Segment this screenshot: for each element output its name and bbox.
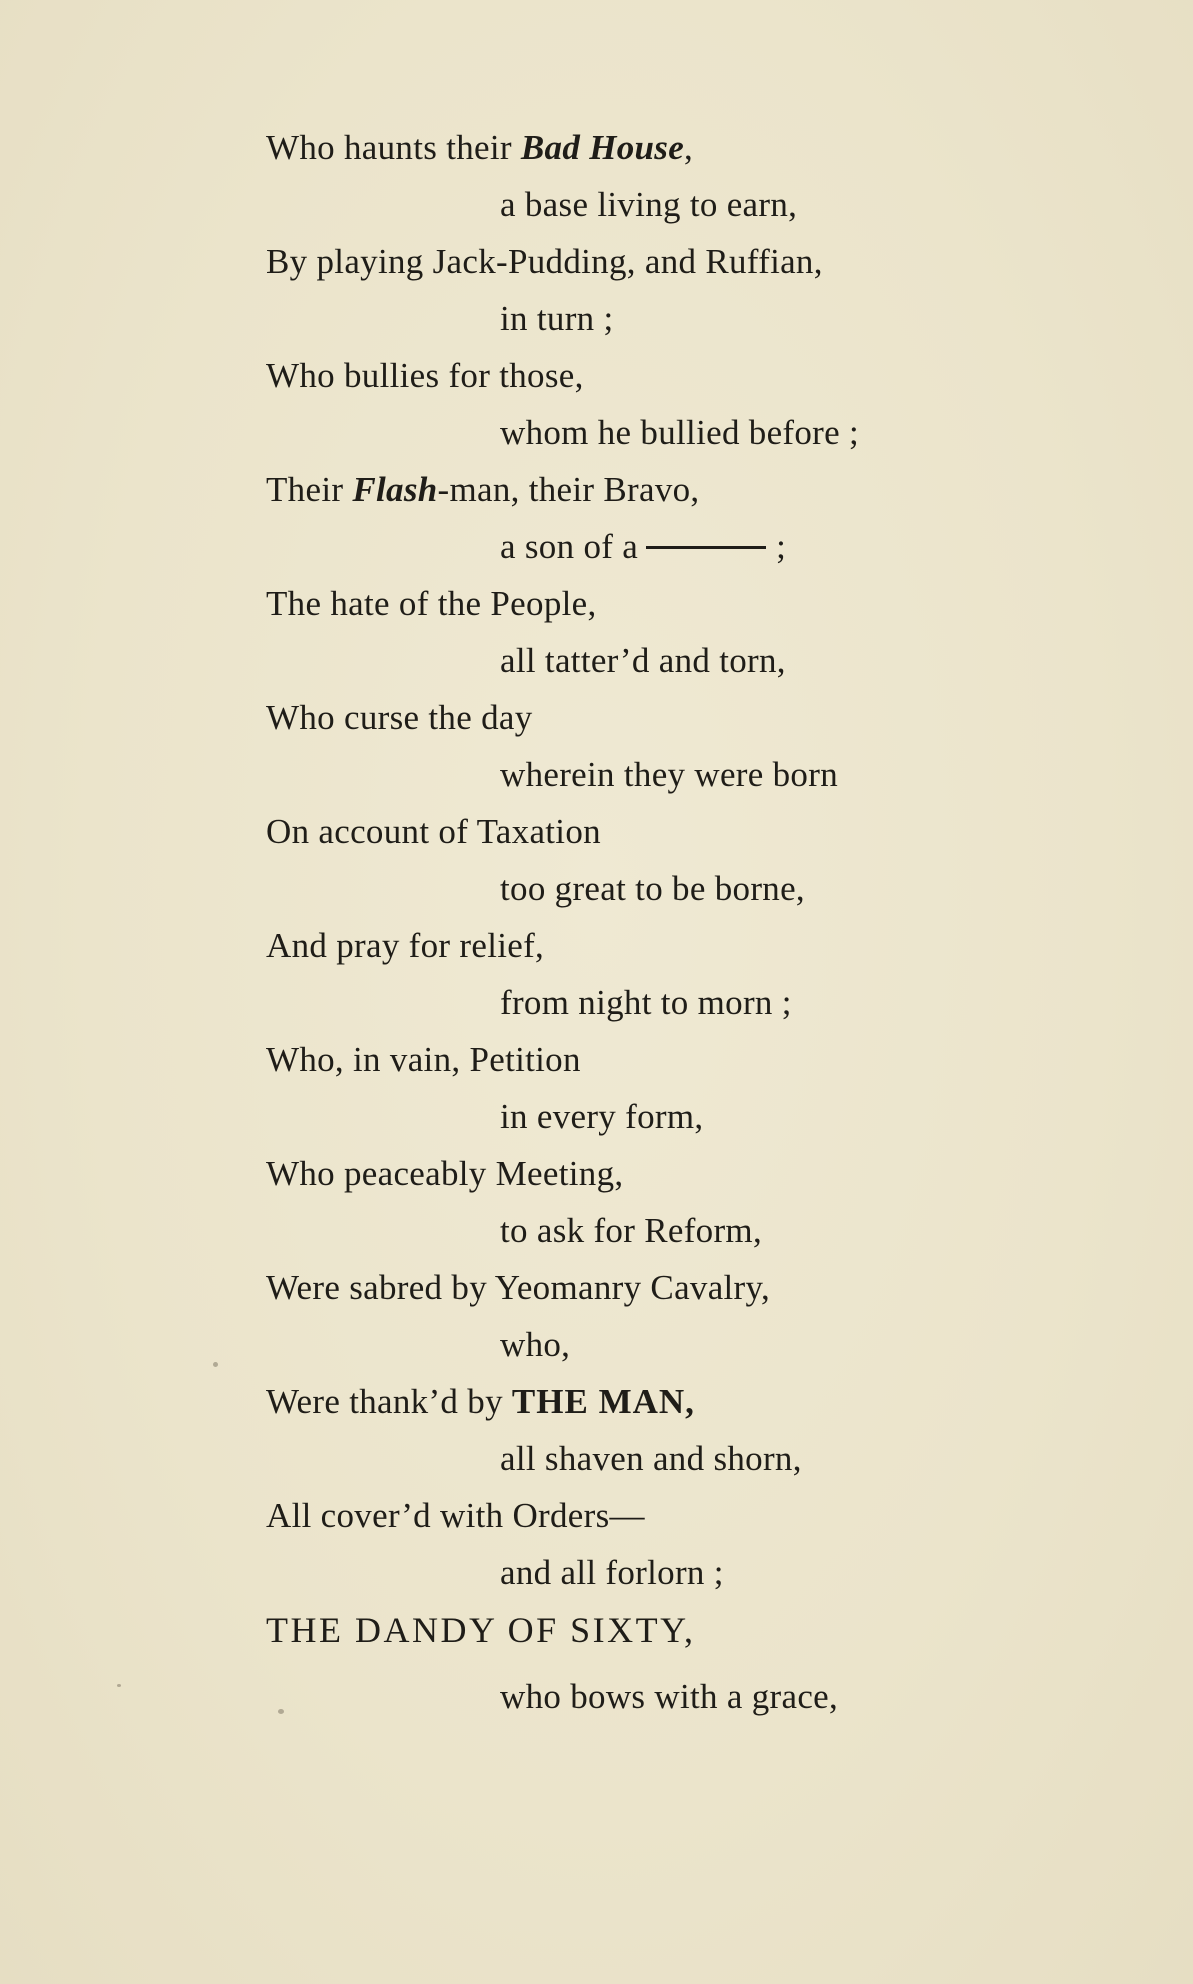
- poem-line: [266, 470, 700, 510]
- emphasis-the-man: THE MAN,: [511, 1382, 695, 1421]
- poem-line: who bows with a grace,: [500, 1677, 839, 1716]
- poem-line: who,: [500, 1325, 571, 1364]
- poem-line: [266, 128, 693, 168]
- poem-line: a base living to earn,: [500, 185, 798, 224]
- poem-line: By playing Jack-Pudding, and Ruffian,: [266, 242, 823, 281]
- poem-line: wherein they were born: [500, 755, 838, 794]
- poem-line: whom he bullied before ;: [500, 413, 860, 452]
- poem-line: Who curse the day: [266, 698, 533, 737]
- poem-text-run: Were thank’d by: [266, 1382, 512, 1421]
- poem-line: all shaven and shorn,: [500, 1439, 802, 1478]
- poem-line: in turn ;: [500, 299, 614, 338]
- poem-line: to ask for Reform,: [500, 1211, 763, 1250]
- poem-text-run: ;: [776, 527, 787, 566]
- em-dash-rule: [646, 546, 766, 549]
- poem-line: Were sabred by Yeomanry Cavalry,: [266, 1268, 771, 1307]
- poem-line: Who peaceably Meeting,: [266, 1154, 624, 1193]
- poem-text-run: Their: [266, 470, 353, 509]
- poem-line: Who, in vain, Petition: [266, 1040, 581, 1079]
- poem-line: On account of Taxation: [266, 812, 601, 851]
- poem-text-run: -man, their Bravo,: [437, 470, 700, 509]
- poem-line: all tatter’d and torn,: [500, 641, 786, 680]
- poem-text-run: ,: [684, 128, 694, 167]
- poem-line: [500, 527, 786, 567]
- poem-line: and all forlorn ;: [500, 1553, 724, 1592]
- poem-line: too great to be borne,: [500, 869, 805, 908]
- poem-line: [266, 1382, 695, 1422]
- emphasis-flash: Flash: [352, 470, 438, 509]
- paper-speck: [213, 1362, 218, 1367]
- poem-text-run: a son of a: [500, 527, 639, 566]
- poem-line: in every form,: [500, 1097, 704, 1136]
- emphasis-bad-house: Bad House: [520, 128, 685, 167]
- poem-line: All cover’d with Orders—: [266, 1496, 645, 1535]
- poem-line: And pray for relief,: [266, 926, 545, 965]
- poem-line: from night to morn ;: [500, 983, 792, 1022]
- poem-text-run: Who haunts their: [266, 128, 521, 167]
- poem-line-dandy-heading: THE DANDY OF SIXTY,: [266, 1610, 696, 1650]
- poem-line: Who bullies for those,: [266, 356, 584, 395]
- poem-line: The hate of the People,: [266, 584, 597, 623]
- paper-speck: [117, 1684, 121, 1687]
- paper-speck: [278, 1709, 284, 1714]
